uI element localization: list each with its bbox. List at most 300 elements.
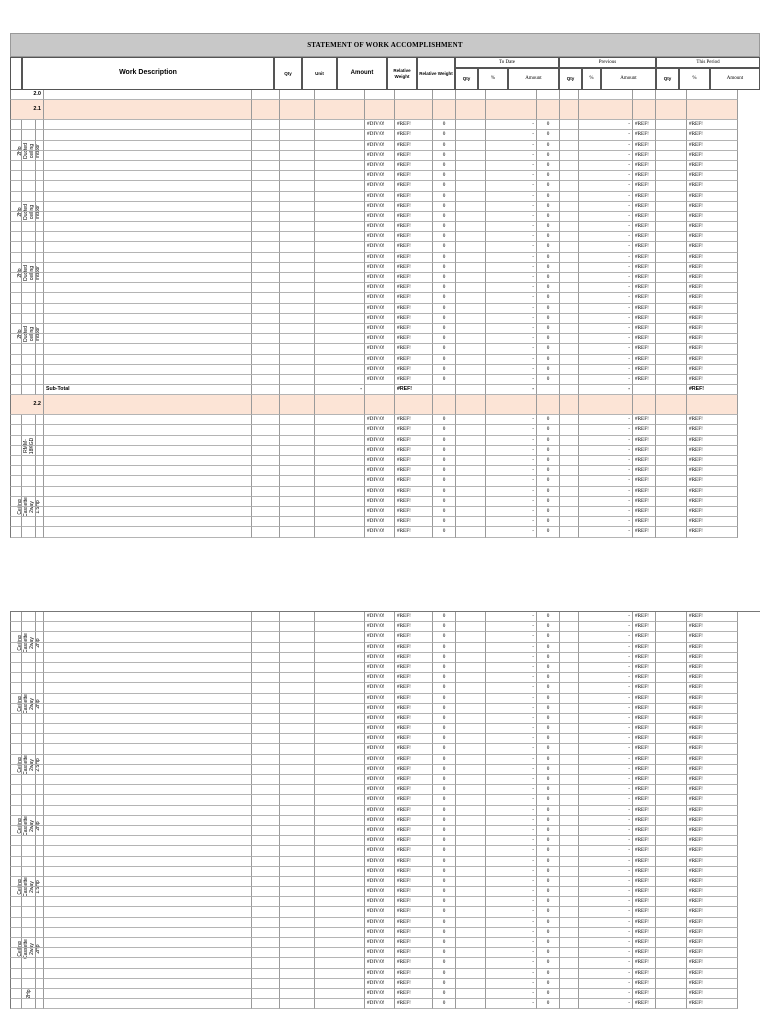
table-cell[interactable]: #REF!: [395, 242, 433, 252]
table-cell[interactable]: [22, 683, 36, 693]
table-cell[interactable]: #REF!: [687, 171, 738, 181]
table-cell[interactable]: [44, 979, 252, 989]
table-cell[interactable]: 0: [433, 517, 456, 527]
table-cell[interactable]: [456, 212, 486, 222]
table-cell[interactable]: [36, 202, 44, 212]
table-cell[interactable]: [22, 355, 36, 365]
table-cell[interactable]: [456, 425, 486, 435]
table-cell[interactable]: [456, 293, 486, 303]
table-cell[interactable]: [252, 242, 280, 252]
table-cell[interactable]: 0: [537, 612, 560, 622]
table-cell[interactable]: #REF!: [395, 192, 433, 202]
table-cell[interactable]: [280, 395, 315, 415]
table-cell[interactable]: [656, 436, 687, 446]
table-cell[interactable]: #DIV/0!: [365, 130, 395, 140]
table-cell[interactable]: -: [486, 632, 537, 642]
table-cell[interactable]: [44, 857, 252, 867]
table-cell[interactable]: #DIV/0!: [365, 653, 395, 663]
table-cell[interactable]: [560, 202, 579, 212]
table-cell[interactable]: [315, 683, 365, 693]
table-cell[interactable]: #REF!: [687, 643, 738, 653]
table-cell[interactable]: [560, 263, 579, 273]
table-cell[interactable]: #REF!: [395, 314, 433, 324]
table-cell[interactable]: 0: [433, 141, 456, 151]
table-cell[interactable]: [252, 724, 280, 734]
table-cell[interactable]: [456, 938, 486, 948]
table-cell[interactable]: [560, 466, 579, 476]
table-cell[interactable]: [44, 192, 252, 202]
table-cell[interactable]: [10, 344, 22, 354]
table-cell[interactable]: -: [579, 446, 633, 456]
table-cell[interactable]: #DIV/0!: [365, 826, 395, 836]
table-cell[interactable]: [36, 857, 44, 867]
table-cell[interactable]: #DIV/0!: [365, 816, 395, 826]
table-cell[interactable]: [560, 734, 579, 744]
table-cell[interactable]: [560, 212, 579, 222]
table-cell[interactable]: -: [579, 785, 633, 795]
table-cell[interactable]: [10, 446, 22, 456]
table-cell[interactable]: [252, 948, 280, 958]
table-cell[interactable]: #REF!: [633, 527, 656, 537]
table-cell[interactable]: [252, 683, 280, 693]
table-cell[interactable]: #REF!: [395, 694, 433, 704]
table-cell[interactable]: [22, 253, 36, 263]
table-cell[interactable]: 0: [537, 283, 560, 293]
table-cell[interactable]: [315, 192, 365, 202]
table-cell[interactable]: [280, 527, 315, 537]
table-cell[interactable]: -: [579, 979, 633, 989]
table-cell[interactable]: [456, 385, 486, 395]
table-cell[interactable]: #REF!: [395, 663, 433, 673]
table-cell[interactable]: [44, 846, 252, 856]
table-cell[interactable]: [36, 989, 44, 999]
table-cell[interactable]: [10, 816, 22, 826]
table-cell[interactable]: [252, 734, 280, 744]
table-cell[interactable]: [22, 192, 36, 202]
table-cell[interactable]: [315, 816, 365, 826]
table-cell[interactable]: [456, 497, 486, 507]
table-cell[interactable]: [252, 192, 280, 202]
table-cell[interactable]: 0: [433, 415, 456, 425]
table-cell[interactable]: -: [486, 653, 537, 663]
table-cell[interactable]: [560, 476, 579, 486]
table-cell[interactable]: [10, 304, 22, 314]
table-cell[interactable]: [36, 948, 44, 958]
table-cell[interactable]: [44, 202, 252, 212]
table-cell[interactable]: [252, 673, 280, 683]
table-cell[interactable]: [44, 673, 252, 683]
table-cell[interactable]: -: [486, 948, 537, 958]
table-cell[interactable]: [22, 476, 36, 486]
table-cell[interactable]: [22, 999, 36, 1009]
table-cell[interactable]: #REF!: [687, 989, 738, 999]
table-cell[interactable]: [315, 436, 365, 446]
table-cell[interactable]: 0: [433, 283, 456, 293]
table-cell[interactable]: -: [579, 181, 633, 191]
table-cell[interactable]: #DIV/0!: [365, 263, 395, 273]
table-cell[interactable]: [252, 775, 280, 785]
table-cell[interactable]: [36, 816, 44, 826]
table-cell[interactable]: [456, 171, 486, 181]
table-cell[interactable]: [456, 375, 486, 385]
table-cell[interactable]: #REF!: [395, 253, 433, 263]
table-cell[interactable]: [560, 979, 579, 989]
table-cell[interactable]: 0: [537, 497, 560, 507]
table-cell[interactable]: #REF!: [395, 734, 433, 744]
table-cell[interactable]: 0: [433, 120, 456, 130]
table-cell[interactable]: #REF!: [633, 476, 656, 486]
table-cell[interactable]: 0: [537, 724, 560, 734]
table-cell[interactable]: [656, 385, 687, 395]
table-cell[interactable]: [560, 969, 579, 979]
table-cell[interactable]: [560, 192, 579, 202]
table-cell[interactable]: -: [579, 836, 633, 846]
table-cell[interactable]: [280, 673, 315, 683]
table-cell[interactable]: [10, 958, 22, 968]
table-cell[interactable]: [456, 487, 486, 497]
table-cell[interactable]: 0: [537, 273, 560, 283]
table-cell[interactable]: -: [579, 212, 633, 222]
table-cell[interactable]: [252, 907, 280, 917]
table-cell[interactable]: [252, 344, 280, 354]
table-cell[interactable]: -: [579, 222, 633, 232]
section-number[interactable]: 2.2: [10, 395, 44, 415]
table-cell[interactable]: 0: [433, 487, 456, 497]
table-cell[interactable]: [36, 734, 44, 744]
table-cell[interactable]: [44, 497, 252, 507]
table-cell[interactable]: -: [486, 714, 537, 724]
table-cell[interactable]: -: [579, 958, 633, 968]
table-cell[interactable]: #REF!: [395, 151, 433, 161]
table-cell[interactable]: 0: [433, 466, 456, 476]
table-cell[interactable]: [560, 989, 579, 999]
table-cell[interactable]: [633, 100, 656, 120]
table-cell[interactable]: -: [486, 517, 537, 527]
table-cell[interactable]: [280, 365, 315, 375]
table-cell[interactable]: [22, 141, 36, 151]
table-cell[interactable]: -: [579, 497, 633, 507]
table-cell[interactable]: #REF!: [633, 969, 656, 979]
table-cell[interactable]: [252, 365, 280, 375]
table-cell[interactable]: [560, 632, 579, 642]
table-cell[interactable]: [36, 704, 44, 714]
table-cell[interactable]: -: [579, 714, 633, 724]
table-cell[interactable]: [44, 242, 252, 252]
table-cell[interactable]: -: [486, 979, 537, 989]
table-cell[interactable]: #REF!: [633, 141, 656, 151]
table-cell[interactable]: [252, 395, 280, 415]
table-cell[interactable]: [36, 141, 44, 151]
table-cell[interactable]: [656, 663, 687, 673]
table-cell[interactable]: #REF!: [633, 517, 656, 527]
table-cell[interactable]: [280, 355, 315, 365]
table-cell[interactable]: #REF!: [633, 632, 656, 642]
table-cell[interactable]: #DIV/0!: [365, 704, 395, 714]
table-cell[interactable]: [252, 836, 280, 846]
table-cell[interactable]: #REF!: [687, 120, 738, 130]
table-cell[interactable]: [560, 816, 579, 826]
table-cell[interactable]: [315, 273, 365, 283]
table-cell[interactable]: [22, 497, 36, 507]
table-cell[interactable]: [36, 826, 44, 836]
table-cell[interactable]: -: [486, 375, 537, 385]
table-cell[interactable]: [36, 958, 44, 968]
table-cell[interactable]: [456, 253, 486, 263]
table-cell[interactable]: 0: [433, 897, 456, 907]
table-cell[interactable]: [44, 836, 252, 846]
table-cell[interactable]: [10, 253, 22, 263]
table-cell[interactable]: -: [579, 999, 633, 1009]
table-cell[interactable]: #REF!: [633, 673, 656, 683]
table-cell[interactable]: #REF!: [687, 130, 738, 140]
table-cell[interactable]: -: [579, 653, 633, 663]
table-cell[interactable]: #DIV/0!: [365, 487, 395, 497]
table-cell[interactable]: [280, 979, 315, 989]
table-cell[interactable]: #REF!: [633, 775, 656, 785]
table-cell[interactable]: 0: [433, 765, 456, 775]
table-cell[interactable]: [280, 192, 315, 202]
table-cell[interactable]: 0: [537, 826, 560, 836]
table-cell[interactable]: -: [486, 867, 537, 877]
table-cell[interactable]: #DIV/0!: [365, 497, 395, 507]
table-cell[interactable]: -: [486, 355, 537, 365]
table-cell[interactable]: -: [486, 734, 537, 744]
table-cell[interactable]: [44, 755, 252, 765]
table-cell[interactable]: [280, 263, 315, 273]
table-cell[interactable]: #REF!: [395, 948, 433, 958]
table-cell[interactable]: [44, 938, 252, 948]
table-cell[interactable]: [456, 161, 486, 171]
table-cell[interactable]: -: [486, 765, 537, 775]
table-cell[interactable]: -: [579, 171, 633, 181]
table-cell[interactable]: [252, 375, 280, 385]
table-cell[interactable]: [280, 643, 315, 653]
table-cell[interactable]: #REF!: [687, 795, 738, 805]
table-cell[interactable]: [280, 487, 315, 497]
table-cell[interactable]: #REF!: [687, 425, 738, 435]
table-cell[interactable]: -: [579, 517, 633, 527]
table-cell[interactable]: [44, 171, 252, 181]
table-cell[interactable]: [560, 724, 579, 734]
table-cell[interactable]: [656, 612, 687, 622]
table-cell[interactable]: #DIV/0!: [365, 344, 395, 354]
table-cell[interactable]: #DIV/0!: [365, 151, 395, 161]
table-cell[interactable]: 0: [433, 632, 456, 642]
table-cell[interactable]: [22, 425, 36, 435]
table-cell[interactable]: [44, 151, 252, 161]
table-cell[interactable]: #REF!: [395, 958, 433, 968]
table-cell[interactable]: [36, 673, 44, 683]
table-cell[interactable]: [36, 192, 44, 202]
table-cell[interactable]: [315, 694, 365, 704]
table-cell[interactable]: [560, 304, 579, 314]
table-cell[interactable]: #REF!: [633, 283, 656, 293]
table-cell[interactable]: #REF!: [633, 456, 656, 466]
table-cell[interactable]: #REF!: [687, 466, 738, 476]
table-cell[interactable]: #REF!: [395, 979, 433, 989]
table-cell[interactable]: #DIV/0!: [365, 283, 395, 293]
table-cell[interactable]: [315, 826, 365, 836]
table-cell[interactable]: 0: [537, 887, 560, 897]
table-cell[interactable]: 0: [537, 476, 560, 486]
table-cell[interactable]: -: [579, 795, 633, 805]
table-cell[interactable]: [315, 857, 365, 867]
table-cell[interactable]: [315, 622, 365, 632]
table-cell[interactable]: [280, 497, 315, 507]
table-cell[interactable]: [36, 293, 44, 303]
table-cell[interactable]: [456, 826, 486, 836]
table-cell[interactable]: [315, 466, 365, 476]
table-cell[interactable]: [22, 304, 36, 314]
table-cell[interactable]: [10, 476, 22, 486]
table-cell[interactable]: [315, 355, 365, 365]
table-cell[interactable]: #REF!: [687, 324, 738, 334]
table-cell[interactable]: #DIV/0!: [365, 365, 395, 375]
table-cell[interactable]: [22, 632, 36, 642]
table-cell[interactable]: #REF!: [687, 344, 738, 354]
table-cell[interactable]: [537, 100, 560, 120]
table-cell[interactable]: [560, 694, 579, 704]
table-cell[interactable]: [44, 436, 252, 446]
table-cell[interactable]: [22, 816, 36, 826]
table-cell[interactable]: [456, 969, 486, 979]
table-cell[interactable]: [315, 938, 365, 948]
table-cell[interactable]: -: [486, 816, 537, 826]
table-cell[interactable]: #REF!: [633, 724, 656, 734]
table-cell[interactable]: [456, 436, 486, 446]
table-cell[interactable]: [252, 212, 280, 222]
table-cell[interactable]: -: [579, 744, 633, 754]
table-cell[interactable]: #REF!: [687, 385, 738, 395]
table-cell[interactable]: [36, 775, 44, 785]
table-cell[interactable]: [315, 527, 365, 537]
table-cell[interactable]: [560, 130, 579, 140]
table-cell[interactable]: #REF!: [687, 355, 738, 365]
table-cell[interactable]: #DIV/0!: [365, 415, 395, 425]
table-cell[interactable]: 0: [537, 795, 560, 805]
table-cell[interactable]: 0: [433, 130, 456, 140]
table-cell[interactable]: #REF!: [687, 948, 738, 958]
table-cell[interactable]: -: [486, 683, 537, 693]
table-cell[interactable]: #REF!: [687, 141, 738, 151]
table-cell[interactable]: -: [579, 816, 633, 826]
table-cell[interactable]: [22, 232, 36, 242]
table-cell[interactable]: [456, 334, 486, 344]
table-cell[interactable]: [656, 979, 687, 989]
table-cell[interactable]: 0: [433, 527, 456, 537]
table-cell[interactable]: [315, 846, 365, 856]
table-cell[interactable]: #REF!: [633, 694, 656, 704]
table-cell[interactable]: 0: [537, 334, 560, 344]
table-cell[interactable]: #REF!: [395, 273, 433, 283]
table-cell[interactable]: [280, 161, 315, 171]
table-cell[interactable]: [656, 622, 687, 632]
table-cell[interactable]: [656, 816, 687, 826]
table-cell[interactable]: [10, 724, 22, 734]
table-cell[interactable]: #REF!: [395, 293, 433, 303]
table-cell[interactable]: [10, 527, 22, 537]
table-cell[interactable]: [560, 253, 579, 263]
table-cell[interactable]: [10, 755, 22, 765]
table-cell[interactable]: [252, 744, 280, 754]
table-cell[interactable]: [456, 744, 486, 754]
table-cell[interactable]: #REF!: [687, 263, 738, 273]
table-cell[interactable]: [44, 232, 252, 242]
table-cell[interactable]: [252, 918, 280, 928]
table-cell[interactable]: #REF!: [633, 653, 656, 663]
table-cell[interactable]: [10, 242, 22, 252]
table-cell[interactable]: -: [486, 283, 537, 293]
table-cell[interactable]: [456, 622, 486, 632]
section-number[interactable]: 2.0: [10, 90, 44, 100]
table-cell[interactable]: #DIV/0!: [365, 897, 395, 907]
table-cell[interactable]: 0: [537, 527, 560, 537]
table-cell[interactable]: [252, 283, 280, 293]
table-cell[interactable]: #DIV/0!: [365, 744, 395, 754]
table-cell[interactable]: 0: [537, 948, 560, 958]
table-cell[interactable]: #DIV/0!: [365, 999, 395, 1009]
table-cell[interactable]: [36, 806, 44, 816]
table-cell[interactable]: [560, 897, 579, 907]
table-cell[interactable]: [365, 90, 395, 100]
table-cell[interactable]: 0: [537, 263, 560, 273]
table-cell[interactable]: [560, 775, 579, 785]
table-cell[interactable]: 0: [537, 653, 560, 663]
table-cell[interactable]: [10, 415, 22, 425]
table-cell[interactable]: [315, 334, 365, 344]
table-cell[interactable]: [10, 212, 22, 222]
table-cell[interactable]: [10, 222, 22, 232]
table-cell[interactable]: [315, 283, 365, 293]
table-cell[interactable]: [44, 969, 252, 979]
table-cell[interactable]: [10, 836, 22, 846]
table-cell[interactable]: #REF!: [395, 324, 433, 334]
table-cell[interactable]: [252, 969, 280, 979]
table-cell[interactable]: [456, 673, 486, 683]
table-cell[interactable]: -: [579, 826, 633, 836]
table-cell[interactable]: -: [579, 622, 633, 632]
table-cell[interactable]: 0: [433, 507, 456, 517]
table-cell[interactable]: [456, 755, 486, 765]
table-cell[interactable]: #REF!: [687, 253, 738, 263]
table-cell[interactable]: [252, 527, 280, 537]
table-cell[interactable]: [315, 181, 365, 191]
table-cell[interactable]: [44, 476, 252, 486]
table-cell[interactable]: [456, 120, 486, 130]
table-cell[interactable]: [315, 253, 365, 263]
table-cell[interactable]: [44, 683, 252, 693]
table-cell[interactable]: [315, 734, 365, 744]
table-cell[interactable]: #REF!: [687, 622, 738, 632]
table-cell[interactable]: [252, 989, 280, 999]
table-cell[interactable]: #REF!: [687, 694, 738, 704]
table-cell[interactable]: [22, 928, 36, 938]
table-cell[interactable]: [22, 375, 36, 385]
table-cell[interactable]: -: [579, 456, 633, 466]
table-cell[interactable]: [315, 171, 365, 181]
table-cell[interactable]: [280, 90, 315, 100]
table-cell[interactable]: #DIV/0!: [365, 355, 395, 365]
table-cell[interactable]: [656, 775, 687, 785]
table-cell[interactable]: [656, 897, 687, 907]
table-cell[interactable]: #REF!: [687, 507, 738, 517]
table-cell[interactable]: [656, 969, 687, 979]
table-cell[interactable]: [22, 456, 36, 466]
table-cell[interactable]: [36, 683, 44, 693]
table-cell[interactable]: [560, 375, 579, 385]
table-cell[interactable]: -: [579, 507, 633, 517]
table-cell[interactable]: [656, 242, 687, 252]
